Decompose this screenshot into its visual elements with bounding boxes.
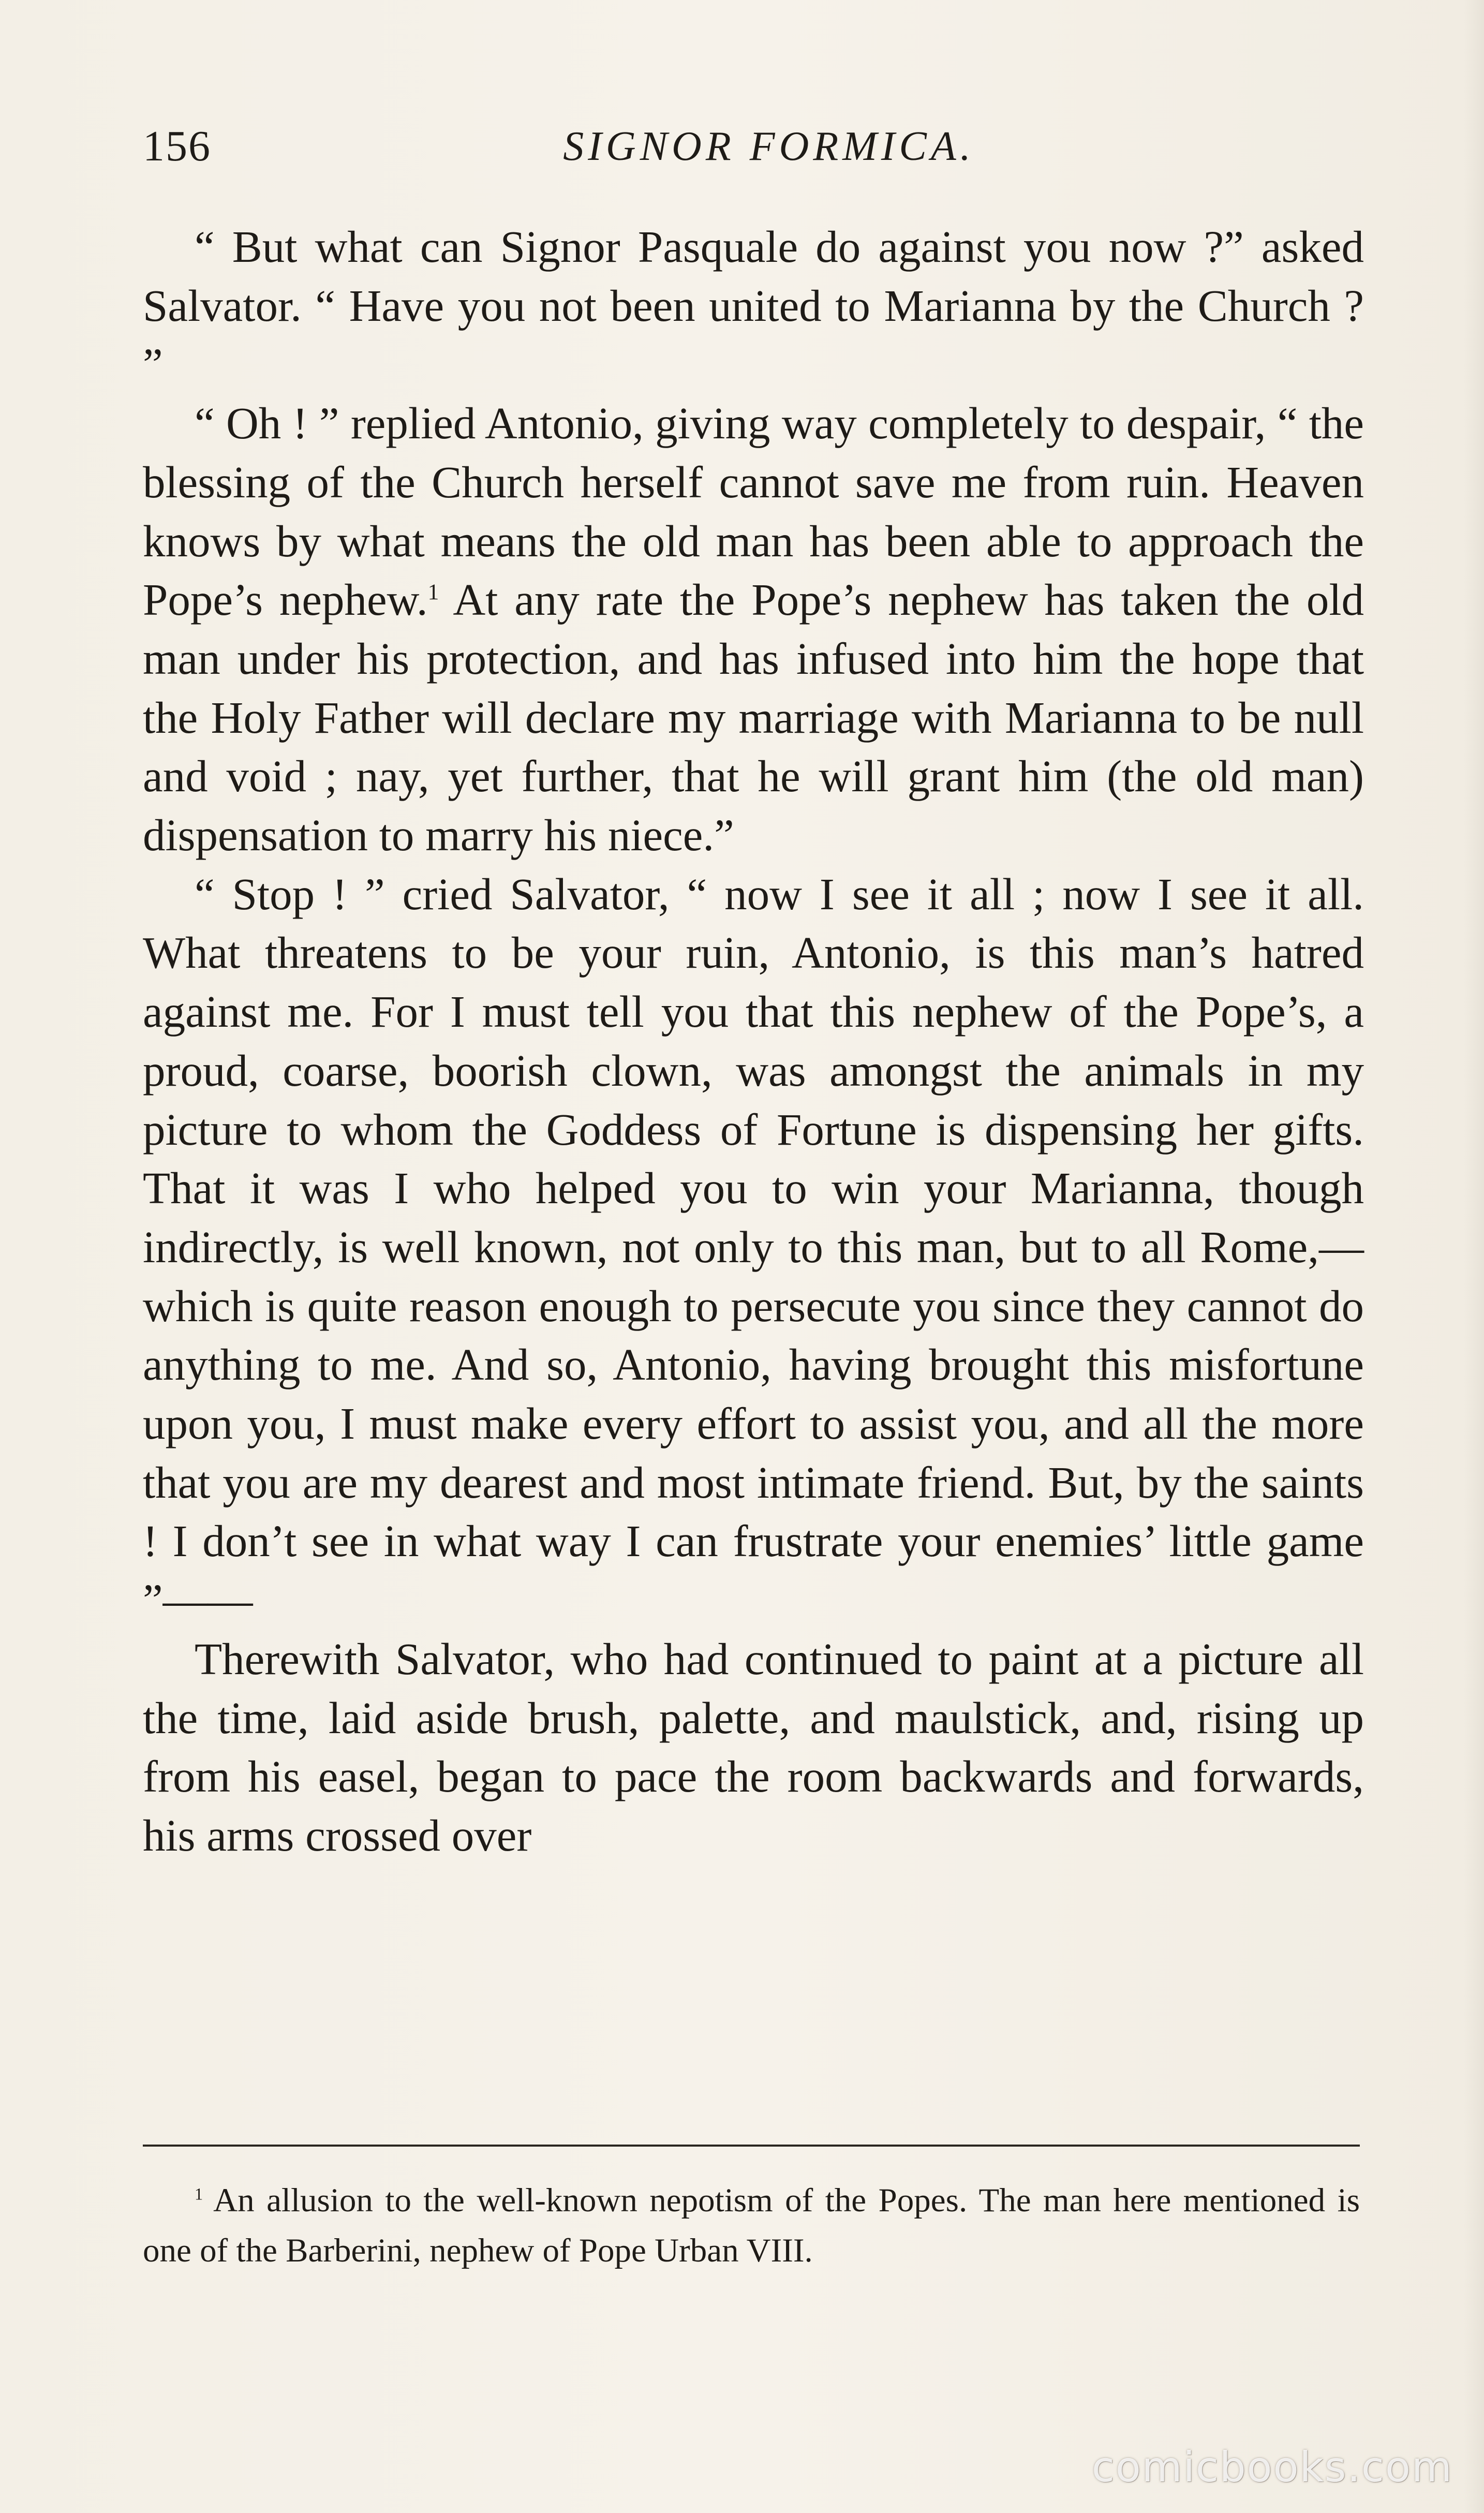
footnote-text: An allusion to the well-known nepotism of the Popes. The man here mentioned is one of the Barberini, nephew of Pope Urban VIII. (143, 2182, 1360, 2269)
paragraph: “ Stop ! ” cried Salvator, “ now I see it all ; now I see it all. What threatens to be your ruin, Antonio, is this man’s hatred against me. For I must tell you that this nephew of the Pope’s, a proud, coarse, boorish clown, was amongst the animals in my picture to whom the Goddess of Fortune is dispensing her gifts. That it was I who helped you to win your Marianna, though indirectly, is well known, not only to this man, but to all Rome,—which is quite reason enough to persecute you since they cannot do anything to me. And so, Antonio, having brought this misfortune upon you, I must make every effort to assist you, and all the more that you are my dearest and most intimate friend. But, by the saints ! I don’t see in what way I can frustrate your enemies’ little game ”—— (143, 868, 1364, 1625)
page-edge-shadow (1463, 0, 1484, 2513)
running-title: SIGNOR FORMICA. (563, 124, 975, 169)
page-number: 156 (143, 122, 211, 170)
paragraph: Therewith Salvator, who had continued to paint at a picture all the time, laid aside brush, palette, and maulstick, and, rising up from his easel, began to pace the room backwards and forwards, his arms crossed over (143, 1633, 1364, 1860)
footnote-marker: 1 (427, 580, 439, 605)
paragraph (143, 394, 1364, 865)
page-header (143, 118, 1364, 175)
footnote-divider (143, 2145, 1360, 2147)
paragraph-text: “ Oh ! ” replied Antonio, giving way completely to despair, “ the blessing of the Church herself cannot save me from ruin. Heaven knows by what means the old man has been able to approach the Pope’s nephew. (143, 398, 1364, 625)
watermark: comicbooks.com (1091, 2443, 1453, 2491)
footnote (143, 2176, 1360, 2276)
body-text (143, 217, 1364, 1865)
paragraph-text-continued: At any rate the Pope’s nephew has taken the old man under his protection, and has infused into him the hope that the Holy Father will declare my marriage with Marianna to be null and void ; nay, yet further, that he will grant him (the old man) dispensation to marry his niece.” (143, 574, 1364, 861)
paragraph: “ But what can Signor Pasquale do against you now ?” asked Salvator. “ Have you not been united to Marianna by the Church ? ” (143, 221, 1364, 390)
footnote-number: 1 (195, 2185, 203, 2204)
footnotes (143, 2176, 1360, 2276)
